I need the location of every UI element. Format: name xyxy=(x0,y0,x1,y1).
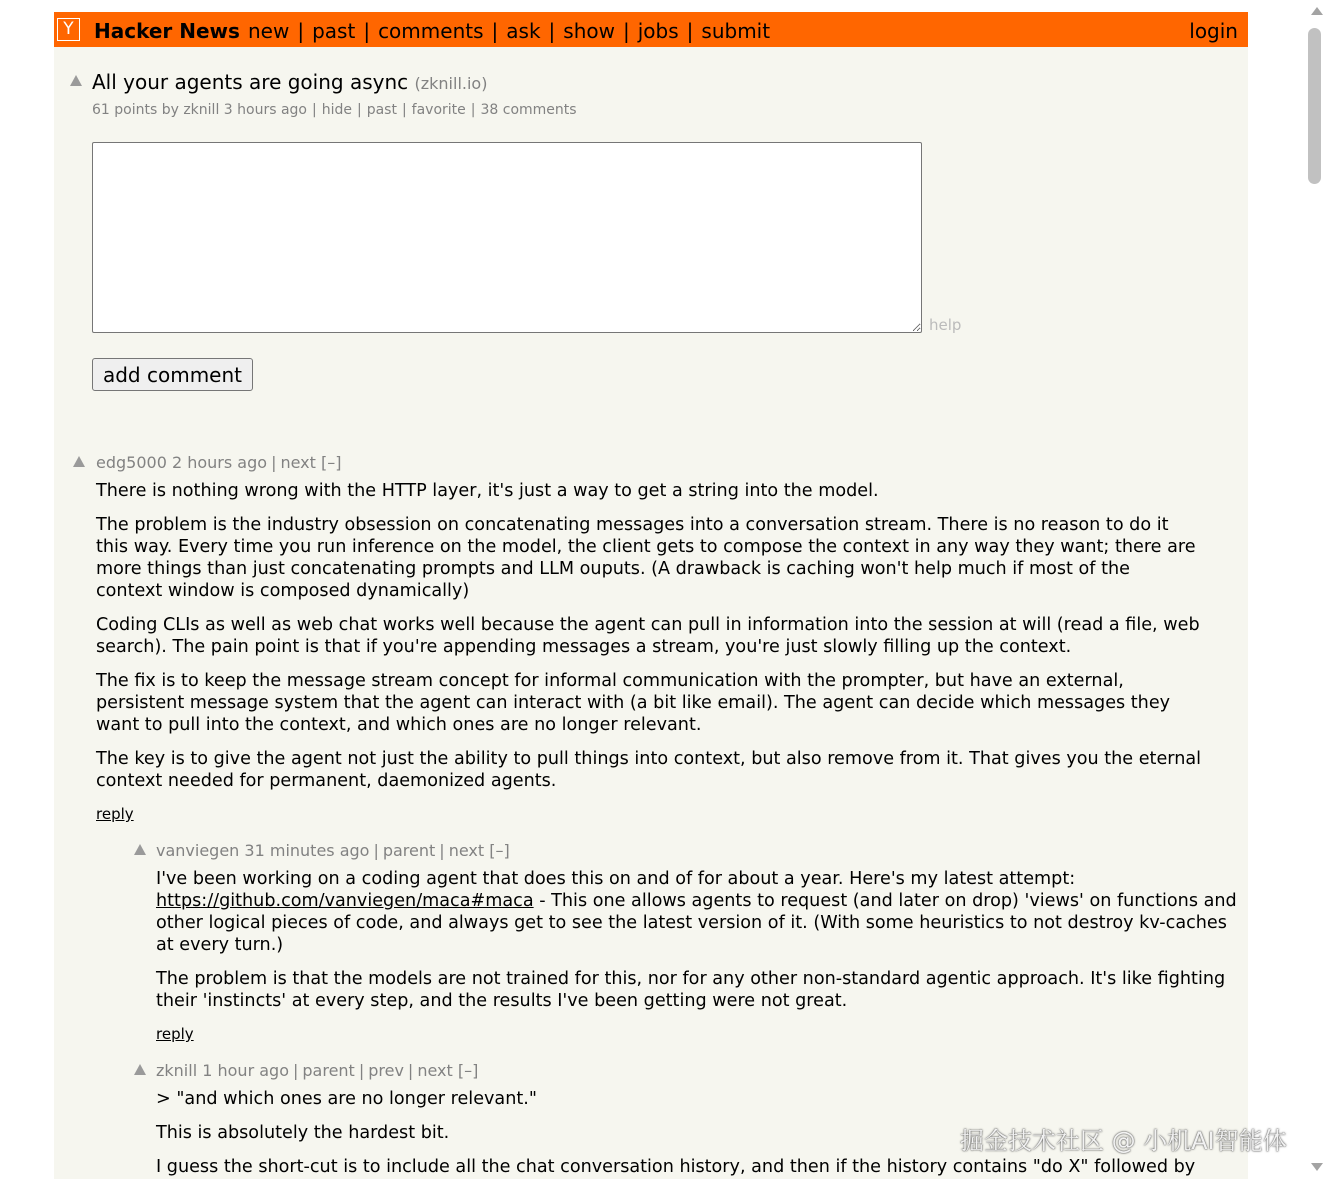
comhead-separator: | xyxy=(358,1061,365,1080)
formatting-help-link[interactable]: help xyxy=(929,316,962,334)
story-site[interactable]: (zknill.io) xyxy=(414,74,488,93)
comment-age-link[interactable]: 2 hours ago xyxy=(171,453,268,472)
comment-text-span: I've been working on a coding agent that does this on and of for about a year. Here's my latest attempt: xyxy=(156,869,1076,889)
comment-prev-link[interactable]: prev xyxy=(368,1061,404,1080)
hn-page xyxy=(54,12,1248,1179)
comment-paragraph: This is absolutely the hardest bit. xyxy=(156,1123,450,1143)
nav-separator: | xyxy=(686,19,694,43)
comhead-separator: | xyxy=(407,1061,414,1080)
comment-text xyxy=(156,868,1241,1024)
past-link[interactable]: past xyxy=(366,102,397,118)
reply-link[interactable]: reply xyxy=(156,1025,194,1043)
nav-jobs[interactable]: jobs xyxy=(637,19,679,43)
subtext-separator: | xyxy=(312,102,317,118)
story-subtext xyxy=(92,102,577,118)
comment-next-link[interactable]: next xyxy=(448,841,485,860)
nav-new[interactable]: new xyxy=(248,19,290,43)
story-upvote-icon[interactable] xyxy=(70,75,82,86)
comment-next-link[interactable]: next xyxy=(280,453,316,472)
comhead-separator: | xyxy=(271,453,277,472)
comment-user-link[interactable]: vanviegen xyxy=(156,841,240,860)
nav-separator: | xyxy=(297,19,305,43)
comment-upvote-icon[interactable] xyxy=(134,1064,146,1075)
comment-collapse-toggle[interactable]: [–] xyxy=(321,453,342,472)
comment-text-span: - This one allows agents to request (and later on drop) 'views' on functions and other logical pieces of code, and always get to see the latest version of it. (With some heuristics to not destroy kv-caches at every turn.) xyxy=(156,891,1237,955)
nav-separator: | xyxy=(491,19,499,43)
comhead-separator: | xyxy=(292,1061,299,1080)
comment-header xyxy=(156,841,510,860)
hide-link[interactable]: hide xyxy=(321,102,352,118)
comment-user-link[interactable]: zknill xyxy=(156,1061,198,1080)
comment-parent-link[interactable]: parent xyxy=(382,841,436,860)
comment-paragraph: The key is to give the agent not just the ability to pull things into context, but also remove from it. That gives you the eternal context needed for permanent, daemonized agents. xyxy=(96,749,1202,791)
comment-age-link[interactable]: 1 hour ago xyxy=(202,1061,289,1080)
comments-count-link[interactable]: 38 comments xyxy=(480,102,577,118)
comment-header xyxy=(156,1061,478,1080)
nav-separator: | xyxy=(363,19,371,43)
nav-past[interactable]: past xyxy=(312,19,356,43)
comment-parent-link[interactable]: parent xyxy=(302,1061,355,1080)
comment-paragraph: The problem is that the models are not trained for this, nor for any other non-standard agentic approach. It's like fighting their 'instincts' at every step, and the results I've been getting were not great. xyxy=(156,969,1226,1011)
site-name-link[interactable]: Hacker News xyxy=(94,19,240,43)
comhead-separator: | xyxy=(373,841,379,860)
comment-collapse-toggle[interactable]: [–] xyxy=(489,841,510,860)
story-title-link[interactable]: All your agents are going async xyxy=(92,70,409,94)
subtext-separator: | xyxy=(356,102,362,118)
scroll-thumb[interactable] xyxy=(1308,28,1321,184)
comment-user-link[interactable]: edg5000 xyxy=(96,453,167,472)
reply-link[interactable]: reply xyxy=(96,805,134,823)
vertical-scrollbar[interactable] xyxy=(1305,0,1325,1179)
nav-separator: | xyxy=(548,19,556,43)
story-points-by: 61 points by zknill xyxy=(92,102,220,118)
nav-comments[interactable]: comments xyxy=(378,19,484,43)
comment-text xyxy=(96,480,1201,804)
watermark: 掘金技术社区 @ 小机AI智能体 xyxy=(960,1127,1287,1155)
comment-textarea[interactable] xyxy=(92,142,922,333)
nav-submit[interactable]: submit xyxy=(701,19,771,43)
comment-paragraph: There is nothing wrong with the HTTP layer, it's just a way to get a string into the model. xyxy=(96,481,879,501)
story-title-line xyxy=(92,70,487,94)
top-nav xyxy=(248,19,770,43)
github-link[interactable]: https://github.com/vanviegen/maca#maca xyxy=(156,891,534,911)
subtext-separator: | xyxy=(401,102,407,118)
comment-header xyxy=(96,453,341,472)
subtext-separator: | xyxy=(470,102,476,118)
comment-paragraph xyxy=(156,868,1241,956)
scroll-up-arrow-icon[interactable] xyxy=(1311,7,1323,15)
comment-upvote-icon[interactable] xyxy=(134,844,146,855)
comment-paragraph: The problem is the industry obsession on concatenating messages into a conversation stream. There is no reason to do it this way. Every time you run inference on the model, the client gets to compose the context in any way they want; there are more things than just concatenating prompts and LLM ouputs. (A drawback is caching won't help much if most of the context window is composed dynamically) xyxy=(96,515,1196,601)
comment-upvote-icon[interactable] xyxy=(73,456,85,467)
story-age-link[interactable]: 3 hours ago xyxy=(223,102,307,118)
comment-paragraph: > "and which ones are no longer relevant." xyxy=(156,1089,537,1109)
nav-show[interactable]: show xyxy=(563,19,615,43)
scroll-down-arrow-icon[interactable] xyxy=(1311,1163,1323,1171)
nav-separator: | xyxy=(622,19,630,43)
comment-paragraph: Coding CLIs as well as web chat works well because the agent can pull in information into the session at will (read a file, web search). The pain point is that if you're appending messages a stream, you're just slowly filling up the context. xyxy=(96,615,1200,657)
y-logo-icon[interactable]: Y xyxy=(57,18,80,41)
comment-next-link[interactable]: next xyxy=(417,1061,453,1080)
add-comment-button[interactable]: add comment xyxy=(92,358,253,391)
comment-collapse-toggle[interactable]: [–] xyxy=(457,1061,479,1080)
login-link[interactable]: login xyxy=(1189,19,1238,43)
comment-age-link[interactable]: 31 minutes ago xyxy=(244,841,370,860)
favorite-link[interactable]: favorite xyxy=(411,102,466,118)
comhead-separator: | xyxy=(439,841,445,860)
header-bar xyxy=(54,12,1248,47)
comment-paragraph: I guess the short-cut is to include all the chat conversation history, and then if the history contains "do X" followed by xyxy=(156,1157,1196,1177)
nav-ask[interactable]: ask xyxy=(506,19,541,43)
comment-paragraph: The fix is to keep the message stream concept for informal communication with the prompter, but have an external, persistent message system that the agent can interact with (a bit like email). The agent can decide which messages they want to pull into the context, and which ones are no longer relevant. xyxy=(96,671,1171,735)
